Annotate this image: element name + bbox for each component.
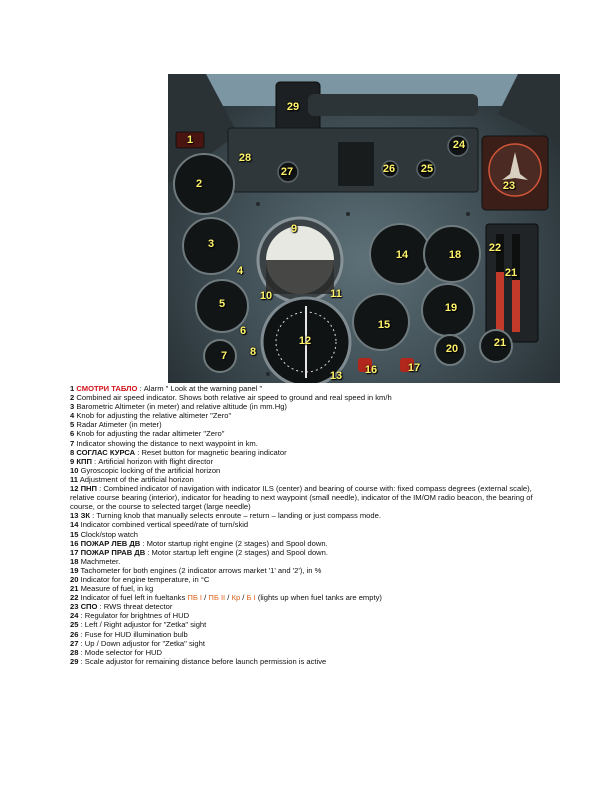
callout-number: 16 bbox=[364, 364, 378, 376]
legend-description-tail: (lights up when fuel tanks are empty) bbox=[255, 593, 382, 603]
legend-number: 18 bbox=[70, 556, 79, 566]
legend-item bbox=[70, 639, 540, 648]
legend-russian-label: ПОЖАР ПРАВ ДВ bbox=[80, 547, 146, 557]
legend-number: 11 bbox=[70, 474, 79, 484]
legend-number: 25 bbox=[70, 620, 79, 630]
callout-number: 6 bbox=[239, 325, 247, 337]
legend-item bbox=[70, 393, 540, 402]
legend-description: : Regulator for brightnes of HUD bbox=[80, 611, 190, 621]
legend-russian-label: СМОТРИ ТАБЛО bbox=[76, 384, 138, 393]
fuel-level-left bbox=[496, 272, 504, 332]
legend-number: 9 bbox=[70, 456, 75, 466]
legend-number: 21 bbox=[70, 584, 79, 594]
legend-description: Clock/stop watch bbox=[80, 529, 138, 539]
legend-item bbox=[70, 593, 540, 602]
legend-russian-label: ЗК bbox=[80, 511, 90, 521]
legend-number: 23 bbox=[70, 602, 79, 612]
fuel-level-right bbox=[512, 280, 520, 332]
legend-item bbox=[70, 484, 540, 511]
legend-number: 16 bbox=[70, 538, 79, 548]
legend-item bbox=[70, 539, 540, 548]
callout-number: 27 bbox=[280, 166, 294, 178]
callout-number: 23 bbox=[502, 180, 516, 192]
fuel-tank-separator: / bbox=[225, 593, 232, 603]
callout-number: 9 bbox=[290, 223, 298, 235]
legend-number: 6 bbox=[70, 429, 75, 439]
cockpit-panel-image bbox=[168, 74, 560, 383]
legend-item bbox=[70, 520, 540, 529]
legend-description: Knob for adjusting the relative altimeter "Zero" bbox=[76, 411, 232, 421]
legend-number: 15 bbox=[70, 529, 79, 539]
callout-number: 2 bbox=[195, 178, 203, 190]
legend-item bbox=[70, 611, 540, 620]
fuel-tank-label: ПБ II bbox=[208, 593, 226, 603]
legend-item bbox=[70, 402, 540, 411]
callout-number: 12 bbox=[298, 335, 312, 347]
legend-number: 1 bbox=[70, 384, 75, 393]
legend-item bbox=[70, 620, 540, 629]
legend-item bbox=[70, 466, 540, 475]
callout-number: 4 bbox=[236, 265, 244, 277]
fuel-tank-separator: / bbox=[240, 593, 247, 603]
legend-number: 14 bbox=[70, 520, 79, 530]
legend-list bbox=[70, 384, 540, 666]
panel-rivet bbox=[256, 202, 260, 206]
callout-number: 13 bbox=[329, 370, 343, 382]
legend-description: : Motor startup left engine (2 stages) and Spool down. bbox=[145, 547, 328, 557]
legend-number: 20 bbox=[70, 574, 79, 584]
legend-number: 19 bbox=[70, 565, 79, 575]
legend-description: : Left / Right adjustor for "Zetka" sight bbox=[80, 620, 207, 630]
legend-number: 13 bbox=[70, 511, 79, 521]
legend-item bbox=[70, 557, 540, 566]
callout-number: 20 bbox=[445, 343, 459, 355]
callout-number: 11 bbox=[330, 288, 342, 300]
panel-rivet bbox=[346, 212, 350, 216]
callout-number: 22 bbox=[488, 242, 502, 254]
legend-description: Indicator combined vertical speed/rate of turn/skid bbox=[80, 520, 249, 530]
legend-description: : Alarm " Look at the warning panel " bbox=[137, 384, 263, 393]
legend-number: 29 bbox=[70, 656, 79, 666]
fuel-tank-label: Б I bbox=[246, 593, 256, 603]
hud-lamp-grid bbox=[338, 142, 374, 186]
artificial-horizon-ground bbox=[266, 260, 334, 294]
callout-number: 10 bbox=[259, 290, 273, 302]
legend-number: 22 bbox=[70, 593, 79, 603]
callout-number: 28 bbox=[238, 152, 252, 164]
legend-number: 28 bbox=[70, 647, 79, 657]
panel-rivet bbox=[266, 372, 270, 376]
legend-item bbox=[70, 384, 540, 393]
callout-number: 18 bbox=[448, 249, 462, 261]
callout-number: 26 bbox=[382, 163, 396, 175]
callout-number: 7 bbox=[220, 350, 228, 362]
legend-item bbox=[70, 457, 540, 466]
callout-number: 25 bbox=[420, 163, 434, 175]
legend-description: Indicator for engine temperature, in °C bbox=[80, 574, 210, 584]
legend-item bbox=[70, 657, 540, 666]
legend-item bbox=[70, 584, 540, 593]
legend-description: Barometric Altimeter (in meter) and relative altitude (in mm.Hg) bbox=[76, 402, 287, 412]
legend-number: 10 bbox=[70, 465, 79, 475]
gauge-airspeed bbox=[174, 154, 234, 214]
legend-description: Adjustment of the artificial horizon bbox=[79, 474, 194, 484]
legend-item bbox=[70, 439, 540, 448]
legend-number: 8 bbox=[70, 447, 75, 457]
legend-number: 26 bbox=[70, 629, 79, 639]
callout-number: 21 bbox=[493, 337, 507, 349]
legend-item bbox=[70, 511, 540, 520]
legend-item bbox=[70, 420, 540, 429]
callout-number: 3 bbox=[207, 238, 215, 250]
legend-description: Machmeter. bbox=[80, 556, 121, 566]
legend-number: 2 bbox=[70, 393, 75, 403]
panel-rivet bbox=[466, 212, 470, 216]
callout-number: 8 bbox=[249, 346, 257, 358]
legend-russian-label: ПОЖАР ЛЕВ ДВ bbox=[80, 538, 141, 548]
legend-item bbox=[70, 429, 540, 438]
callout-number: 21 bbox=[504, 267, 518, 279]
legend-number: 3 bbox=[70, 402, 75, 412]
legend-description: : Mode selector for HUD bbox=[80, 647, 163, 657]
legend-item bbox=[70, 475, 540, 484]
legend-description: : RWS threat detector bbox=[97, 602, 173, 612]
legend-item bbox=[70, 602, 540, 611]
legend-item bbox=[70, 630, 540, 639]
legend-description: : Motor startup right engine (2 stages) and Spool down. bbox=[140, 538, 328, 548]
legend-russian-label: ПНП bbox=[80, 484, 97, 494]
callout-number: 24 bbox=[452, 139, 466, 151]
legend-description: : Reset button for magnetic bearing indicator bbox=[135, 447, 287, 457]
legend-russian-label: СОГЛАС КУРСА bbox=[76, 447, 136, 457]
callout-number: 17 bbox=[407, 362, 421, 374]
legend-description: : Up / Down adjustor for "Zetka" sight bbox=[80, 638, 205, 648]
legend-description: Measure of fuel, in kg bbox=[80, 584, 154, 594]
legend-description: Indicator of fuel left in fueltanks bbox=[80, 593, 188, 603]
legend-number: 12 bbox=[70, 484, 79, 494]
legend-russian-label: КПП bbox=[76, 456, 92, 466]
legend-description: Indicator showing the distance to next waypoint in km. bbox=[76, 438, 258, 448]
legend-number: 5 bbox=[70, 420, 75, 430]
legend-description: : Turning knob that manually selects enroute – return – landing or just compass mode. bbox=[89, 511, 381, 521]
legend-russian-label: СПО bbox=[80, 602, 98, 612]
fuel-tank-separator: / bbox=[202, 593, 209, 603]
legend-item bbox=[70, 411, 540, 420]
legend-description: Gyroscopic locking of the artificial horizon bbox=[80, 465, 221, 475]
fuel-tank-label: ПБ I bbox=[187, 593, 203, 603]
fuel-tank-label: Кр bbox=[231, 593, 241, 603]
legend-description: Tachometer for both engines (2 indicator arrows market '1' and '2'), in % bbox=[80, 565, 322, 575]
legend-item bbox=[70, 448, 540, 457]
legend-description: : Combined indicator of navigation with indicator ILS (center) and bearing of course with: fixed compass degrees (external scale), relative course bearing (interior), indicator for heading to next waypoint (small needle), indicator of the IM/OM radio beacon, the bearing of course, or the course to selected target (large needle) bbox=[70, 484, 533, 512]
legend-description: : Artificial horizon with flight director bbox=[91, 456, 214, 466]
legend-number: 17 bbox=[70, 547, 79, 557]
legend-item bbox=[70, 566, 540, 575]
legend-item bbox=[70, 530, 540, 539]
legend-description: Knob for adjusting the radar altimeter "Zero" bbox=[76, 429, 225, 439]
legend-number: 4 bbox=[70, 411, 75, 421]
hud-mount bbox=[308, 94, 478, 116]
callout-number: 29 bbox=[286, 101, 300, 113]
legend-item bbox=[70, 548, 540, 557]
legend-number: 7 bbox=[70, 438, 75, 448]
callout-number: 5 bbox=[218, 298, 226, 310]
legend-number: 24 bbox=[70, 611, 79, 621]
legend-description: Combined air speed indicator. Shows both relative air speed to ground and real speed in km/h bbox=[76, 393, 392, 403]
legend-description: Radar Atimeter (in meter) bbox=[76, 420, 162, 430]
callout-number: 1 bbox=[186, 134, 194, 146]
legend-description: : Fuse for HUD illumination bulb bbox=[80, 629, 188, 639]
callout-number: 14 bbox=[395, 249, 409, 261]
callout-number: 19 bbox=[444, 302, 458, 314]
legend-item bbox=[70, 648, 540, 657]
legend-number: 27 bbox=[70, 638, 79, 648]
callout-number: 15 bbox=[377, 319, 391, 331]
legend-item bbox=[70, 575, 540, 584]
legend-description: : Scale adjustor for remaining distance before launch permission is active bbox=[80, 656, 327, 666]
